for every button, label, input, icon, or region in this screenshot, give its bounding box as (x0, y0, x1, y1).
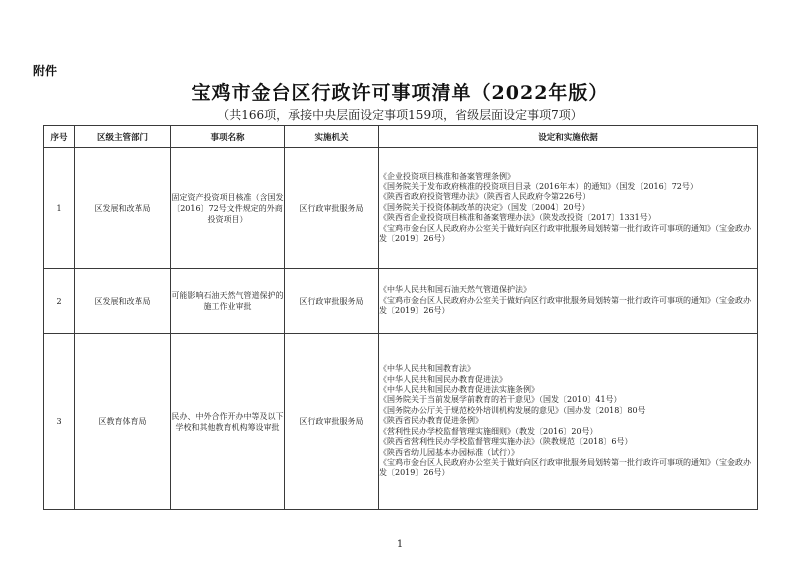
basis-line: 《中华人民共和国民办教育促进法实施条例》 (379, 385, 539, 395)
basis-line: 《宝鸡市金台区人民政府办公室关于做好向区行政审批服务局划转第一批行政许可事项的通知》（宝金政办发〔2019〕26号） (379, 295, 751, 316)
document-title: 宝鸡市金台区行政许可事项清单（2022年版） (191, 82, 609, 104)
row-item-name: 固定资产投资项目核准（含国发〔2016〕72号文件规定的外商投资项目） (171, 148, 285, 269)
basis-line: 《中华人民共和国民办教育促进法》 (379, 374, 507, 384)
table-header-row (44, 126, 758, 148)
basis-line: 《陕西省民办教育促进条例》 (379, 416, 483, 426)
row-agency: 区行政审批服务局 (285, 334, 379, 510)
attachment-label: 附件 (33, 64, 58, 78)
header-agency: 实施机关 (285, 126, 379, 148)
basis-line: 《国务院办公厅关于规范校外培训机构发展的意见》（国办发〔2018〕80号 (379, 405, 646, 415)
row-department: 区教育体育局 (75, 334, 171, 510)
row-agency: 区行政审批服务局 (285, 148, 379, 269)
header-department: 区级主管部门 (75, 126, 171, 148)
table-row (44, 269, 758, 334)
row-department: 区发展和改革局 (75, 269, 171, 334)
row-department: 区发展和改革局 (75, 148, 171, 269)
table-row (44, 148, 758, 269)
header-no: 序号 (44, 126, 75, 148)
basis-line: 《宝鸡市金台区人民政府办公室关于做好向区行政审批服务局划转第一批行政许可事项的通知》（宝金政办发〔2019〕26号） (379, 457, 751, 478)
row-basis (379, 334, 758, 510)
row-number: 2 (44, 269, 75, 334)
row-agency: 区行政审批服务局 (285, 269, 379, 334)
basis-line: 《营利性民办学校监督管理实施细则》（教发〔2016〕20号） (379, 426, 598, 436)
row-basis (379, 148, 758, 269)
row-basis (379, 269, 758, 334)
document-subtitle: （共166项，承接中央层面设定事项159项，省级层面设定事项7项） (217, 108, 583, 122)
basis-line: 《陕西省政府投资管理办法》（陕西省人民政府令第226号） (379, 192, 591, 202)
basis-line: 《陕西省企业投资项目核准和备案管理办法》（陕发改投资〔2017〕1331号） (379, 213, 656, 223)
basis-line: 《企业投资项目核准和备案管理条例》 (379, 171, 515, 181)
basis-line: 《国务院关于投资体制改革的决定》（国发〔2004〕20号） (379, 202, 590, 212)
page-number: 1 (396, 539, 404, 550)
basis-line: 《陕西省营利性民办学校监督管理实施办法》（陕教规范〔2018〕6号） (379, 437, 633, 447)
basis-line: 《宝鸡市金台区人民政府办公室关于做好向区行政审批服务局划转第一批行政许可事项的通知》（宝金政办发〔2019〕26号） (379, 223, 751, 244)
header-basis: 设定和实施依据 (379, 126, 758, 148)
permit-items-table (43, 125, 758, 510)
row-item-name: 民办、中外合作开办中等及以下学校和其他教育机构筹设审批 (171, 334, 285, 510)
row-item-name: 可能影响石油天然气管道保护的施工作业审批 (171, 269, 285, 334)
basis-line: 《中华人民共和国教育法》 (379, 364, 475, 374)
basis-line: 《国务院关于当前发展学前教育的若干意见》（国发〔2010〕41号） (379, 395, 622, 405)
row-number: 3 (44, 334, 75, 510)
table-row (44, 334, 758, 510)
basis-line: 《国务院关于发布政府核准的投资项目目录（2016年本）的通知》（国发〔2016〕72号） (379, 181, 698, 191)
basis-line: 《陕西省幼儿园基本办园标准（试行）》 (379, 447, 519, 457)
basis-line: 《中华人民共和国石油天然气管道保护法》 (379, 285, 531, 295)
header-item-name: 事项名称 (171, 126, 285, 148)
row-number: 1 (44, 148, 75, 269)
